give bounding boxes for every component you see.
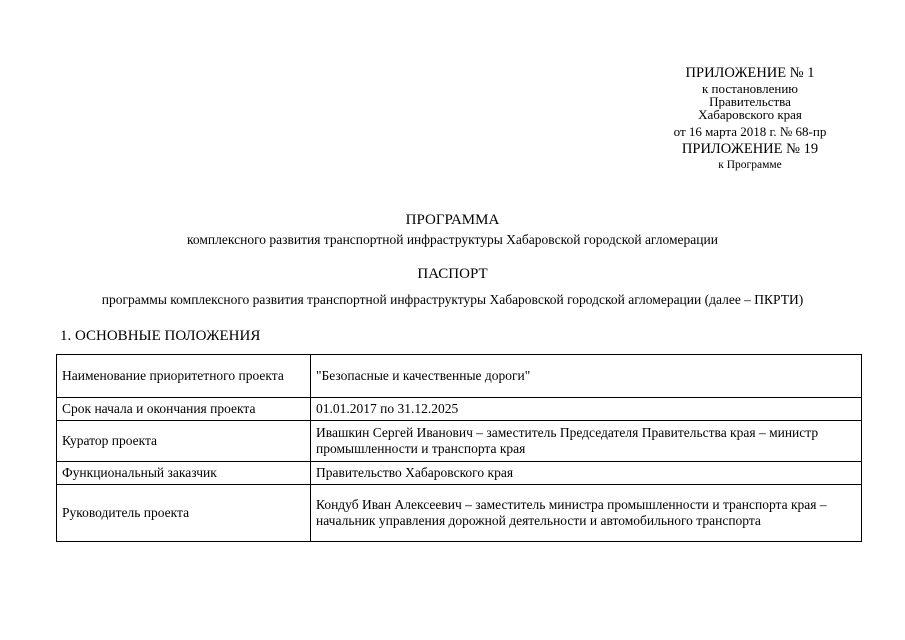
row-label: Наименование приоритетного проекта: [57, 355, 311, 398]
table-row: [57, 355, 862, 398]
appendix-header: [600, 64, 900, 172]
row-label: Функциональный заказчик: [57, 462, 311, 485]
program-title: ПРОГРАММА: [405, 212, 500, 228]
row-value: Кондуб Иван Алексеевич – заместитель министра промышленности и транспорта края – начальник управления дорожной деятельности и автомобильного транспорта: [311, 485, 862, 542]
table-row: [57, 421, 862, 462]
row-value: "Безопасные и качественные дороги": [311, 355, 862, 398]
row-label: Срок начала и окончания проекта: [57, 398, 311, 421]
appendix-government: Правительства: [709, 94, 791, 109]
passport-subtitle: программы комплексного развития транспортной инфраструктуры Хабаровской городской агломерации (далее – ПКРТИ): [101, 292, 804, 307]
table-row: [57, 462, 862, 485]
appendix2-to-program: к Программе: [718, 159, 782, 171]
passport-table: [56, 354, 862, 542]
row-value: Правительство Хабаровского края: [311, 462, 862, 485]
section-heading: 1. ОСНОВНЫЕ ПОЛОЖЕНИЯ: [60, 328, 261, 344]
program-subtitle: комплексного развития транспортной инфраструктуры Хабаровской городской агломерации: [187, 232, 718, 247]
appendix-number: ПРИЛОЖЕНИЕ № 1: [685, 65, 815, 81]
appendix2-number: ПРИЛОЖЕНИЕ № 19: [681, 141, 819, 157]
table-row: [57, 398, 862, 421]
row-value: 01.01.2017 по 31.12.2025: [311, 398, 862, 421]
appendix-date-number: от 16 марта 2018 г. № 68-пр: [673, 124, 827, 139]
row-label: Руководитель проекта: [57, 485, 311, 542]
passport-title: ПАСПОРТ: [417, 266, 488, 282]
row-value: Ивашкин Сергей Иванович – заместитель Председателя Правительства края – министр промышленности и транспорта края: [311, 421, 862, 462]
row-label: Куратор проекта: [57, 421, 311, 462]
appendix-region: Хабаровского края: [698, 107, 802, 122]
appendix-to-resolution: к постановлению: [701, 81, 799, 96]
table-row: [57, 485, 862, 542]
